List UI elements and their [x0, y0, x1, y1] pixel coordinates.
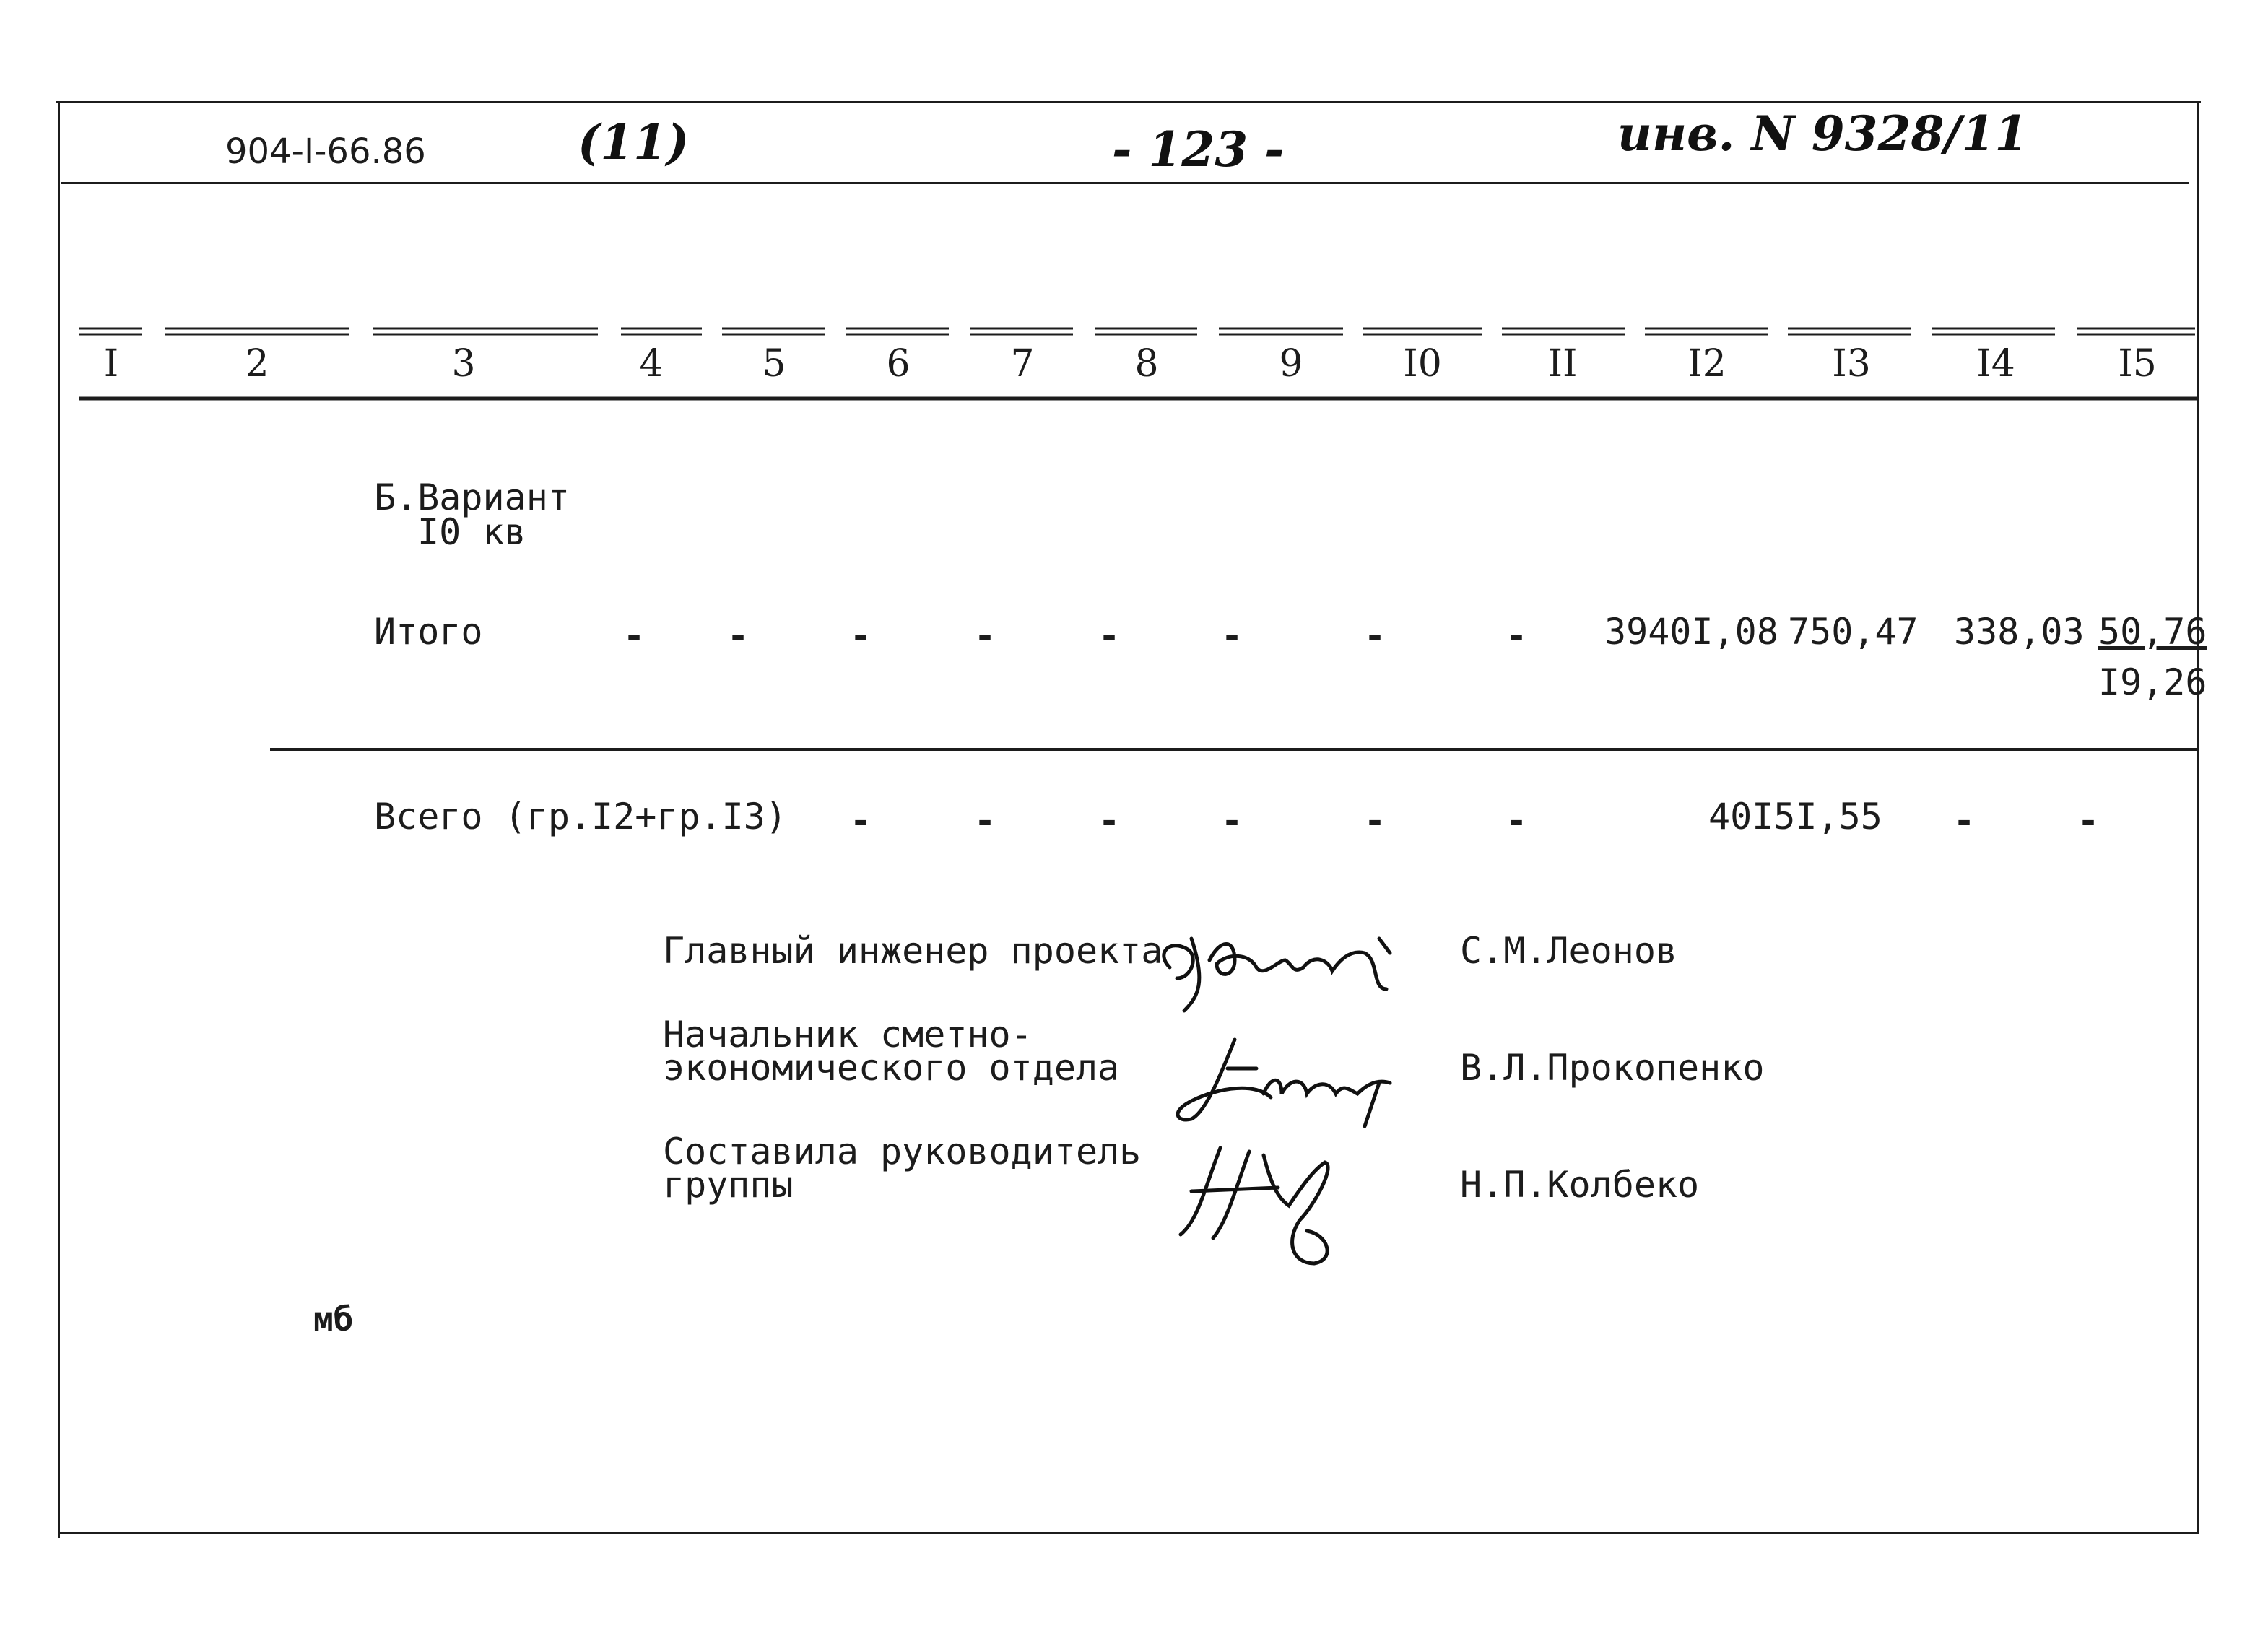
total-col9-dash: - [1220, 615, 1243, 657]
column-number-1: I [103, 342, 119, 386]
signature-role-head-estimates-line2: экономического отдела [663, 1047, 1120, 1089]
total-separator [270, 748, 2198, 751]
column-number-8: 8 [1134, 342, 1159, 386]
section-subtitle: I0 кв [417, 511, 526, 553]
column-number-12: I2 [1687, 342, 1726, 386]
grand-col11-dash: - [1505, 800, 1528, 842]
total-col11-dash: - [1505, 615, 1528, 657]
column-number-10: I0 [1403, 342, 1442, 386]
sheet-note: (11) [578, 114, 690, 170]
inventory-number: инв. N 9328/11 [1617, 105, 2028, 162]
grand-col12-13-value: 40I5I,55 [1708, 796, 1882, 837]
total-col15-top-value: 50,76 [2098, 611, 2207, 653]
doc-code: 904-I-66.86 [225, 131, 426, 172]
column-number-9: 9 [1279, 342, 1303, 386]
signature-name-prokopenko: В.Л.Прокопенко [1460, 1047, 1765, 1089]
total-col5-dash: - [726, 615, 750, 657]
column-number-14: I4 [1976, 342, 2015, 386]
grand-row-label: Всего (гр.I2+гр.I3) [374, 796, 787, 837]
frame-bottom [58, 1532, 2199, 1534]
signature-role-head-estimates-line1: Начальник сметно- [663, 1014, 1033, 1055]
column-number-11: II [1547, 342, 1578, 386]
signature-role-chief-engineer: Главный инженер проекта [663, 930, 1163, 972]
total-col6-dash: - [849, 615, 872, 657]
total-row-label: Итого [374, 611, 483, 653]
signature-name-kolbeko: Н.П.Колбеко [1460, 1164, 1700, 1206]
total-col13-value: 750,47 [1788, 611, 1919, 653]
signature-role-group-leader-line2: группы [663, 1164, 794, 1206]
column-number-15: I5 [2118, 342, 2157, 386]
handwritten-signature-2 [1163, 1025, 1401, 1133]
grand-col6-dash: - [849, 800, 872, 842]
column-number-7: 7 [1010, 342, 1035, 386]
handwritten-signature-1 [1148, 910, 1408, 1018]
column-number-3: 3 [451, 342, 476, 386]
column-number-5: 5 [762, 342, 786, 386]
grand-col9-dash: - [1220, 800, 1243, 842]
total-col7-dash: - [973, 615, 996, 657]
signature-role-group-leader-line1: Составила руководитель [663, 1131, 1142, 1172]
grand-col7-dash: - [973, 800, 996, 842]
column-number-13: I3 [1832, 342, 1871, 386]
grand-col15-dash: - [2077, 800, 2100, 842]
grand-col14-dash: - [1952, 800, 1976, 842]
column-number-6: 6 [886, 342, 911, 386]
footer-mark: мб [313, 1300, 354, 1338]
column-number-4: 4 [639, 342, 664, 386]
page-number: - 123 - [1112, 121, 1285, 178]
total-col15-bottom-value: I9,26 [2098, 661, 2207, 703]
total-col8-dash: - [1098, 615, 1121, 657]
handwritten-signature-3 [1170, 1141, 1357, 1271]
total-col4-dash: - [622, 615, 646, 657]
total-col12-value: 3940I,08 [1604, 611, 1778, 653]
grand-col8-dash: - [1098, 800, 1121, 842]
total-col14-value: 338,03 [1954, 611, 2085, 653]
signature-name-leonov: С.М.Леонов [1460, 930, 1678, 972]
column-number-2: 2 [245, 342, 269, 386]
section-title: Б.Вариант [374, 476, 570, 518]
total-col10-dash: - [1363, 615, 1386, 657]
grand-col10-dash: - [1363, 800, 1386, 842]
